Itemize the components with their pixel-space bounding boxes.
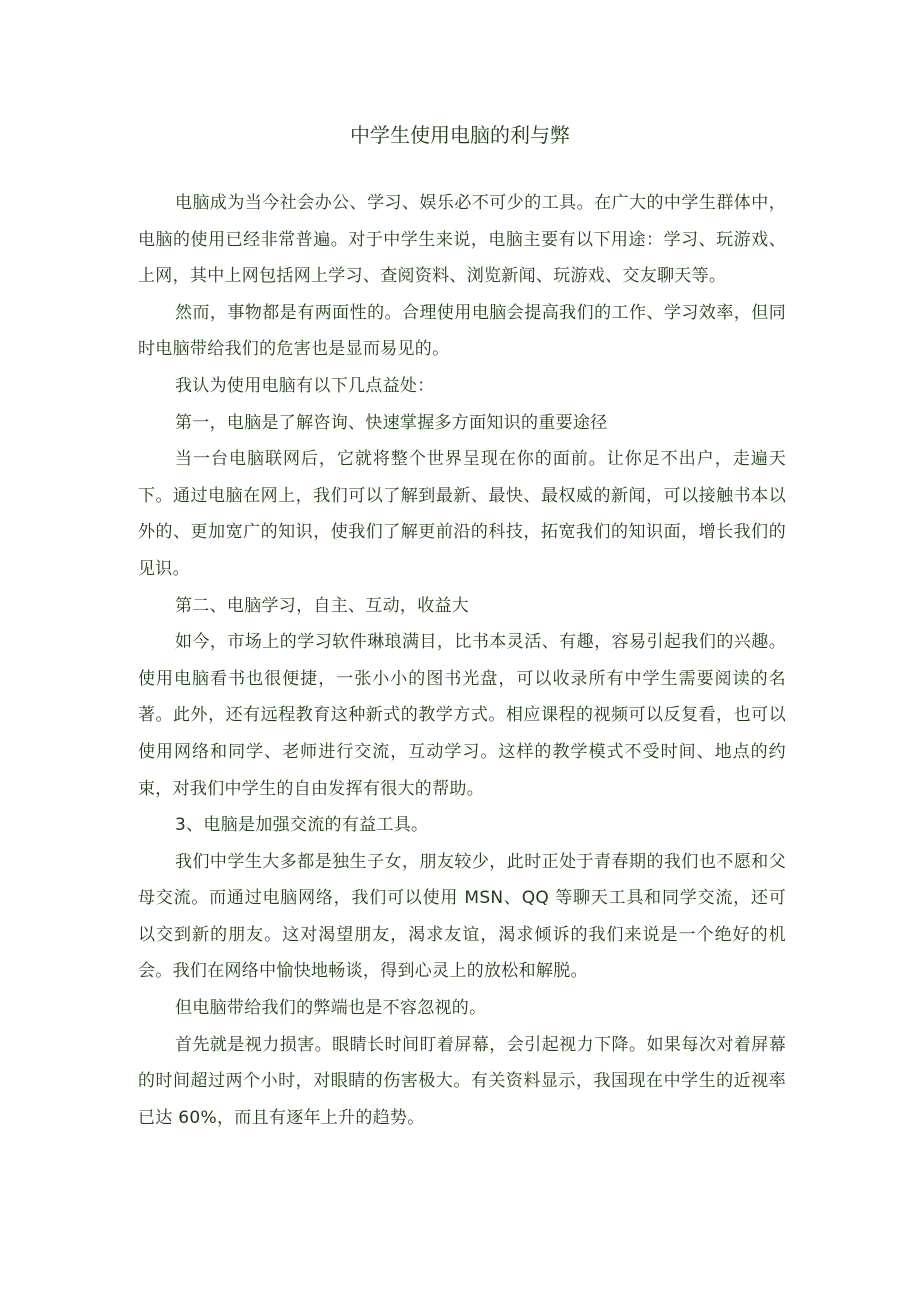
paragraph-intro: 电脑成为当今社会办公、学习、娱乐必不可少的工具。在广大的中学生群体中，电脑的使用已经非常普遍。对于中学生来说，电脑主要有以下用途：学习、玩游戏、上网，其中上网包括网上学习、查阅资料、浏览新闻、玩游戏、交友聊天等。	[138, 193, 786, 287]
document-body	[138, 185, 786, 1136]
paragraph-benefit-1: 当一台电脑联网后，它就将整个世界呈现在你的面前。让你足不出户，走遍天下。通过电脑在网上，我们可以了解到最新、最快、最权威的新闻，可以接触书本以外的、更加宽广的知识，使我们了解更前沿的科技，拓宽我们的知识面，增长我们的见识。	[138, 449, 786, 579]
document-title: 中学生使用电脑的利与弊	[350, 123, 570, 147]
heading-benefit-2: 第二、电脑学习，自主、互动，收益大	[175, 595, 470, 616]
paragraph-drawbacks-lead: 但电脑带给我们的弊端也是不容忽视的。	[175, 998, 487, 1019]
paragraph-two-sides: 然而，事物都是有两面性的。合理使用电脑会提高我们的工作、学习效率，但同时电脑带给我们的危害也是显而易见的。	[138, 302, 786, 360]
heading-benefit-1: 第一，电脑是了解咨询、快速掌握多方面知识的重要途径	[175, 412, 608, 433]
paragraph-benefit-2: 如今，市场上的学习软件琳琅满目，比书本灵活、有趣，容易引起我们的兴趣。使用电脑看书也很便捷，一张小小的图书光盘，可以收录所有中学生需要阅读的名著。此外，还有远程教育这种新式的教学方式。相应课程的视频可以反复看，也可以使用网络和同学、老师进行交流，互动学习。这样的教学模式不受时间、地点的约束，对我们中学生的自由发挥有很大的帮助。	[138, 632, 786, 799]
paragraph-drawback-1: 首先就是视力损害。眼睛长时间盯着屏幕，会引起视力下降。如果每次对着屏幕的时间超过两个小时，对眼睛的伤害极大。有关资料显示，我国现在中学生的近视率已达 60%，而且有逐年上升的趋势。	[138, 1034, 786, 1128]
paragraph-benefits-lead: 我认为使用电脑有以下几点益处：	[175, 375, 435, 396]
heading-benefit-3: 3、电脑是加强交流的有益工具。	[175, 815, 429, 836]
paragraph-benefit-3: 我们中学生大多都是独生子女，朋友较少，此时正处于青春期的我们也不愿和父母交流。而通过电脑网络，我们可以使用 MSN、QQ 等聊天工具和同学交流，还可以交到新的朋友。这对渴望朋友，渴求友谊，渴求倾诉的我们来说是一个绝好的机会。我们在网络中愉快地畅谈，得到心灵上的放松和解脱。	[138, 851, 786, 982]
